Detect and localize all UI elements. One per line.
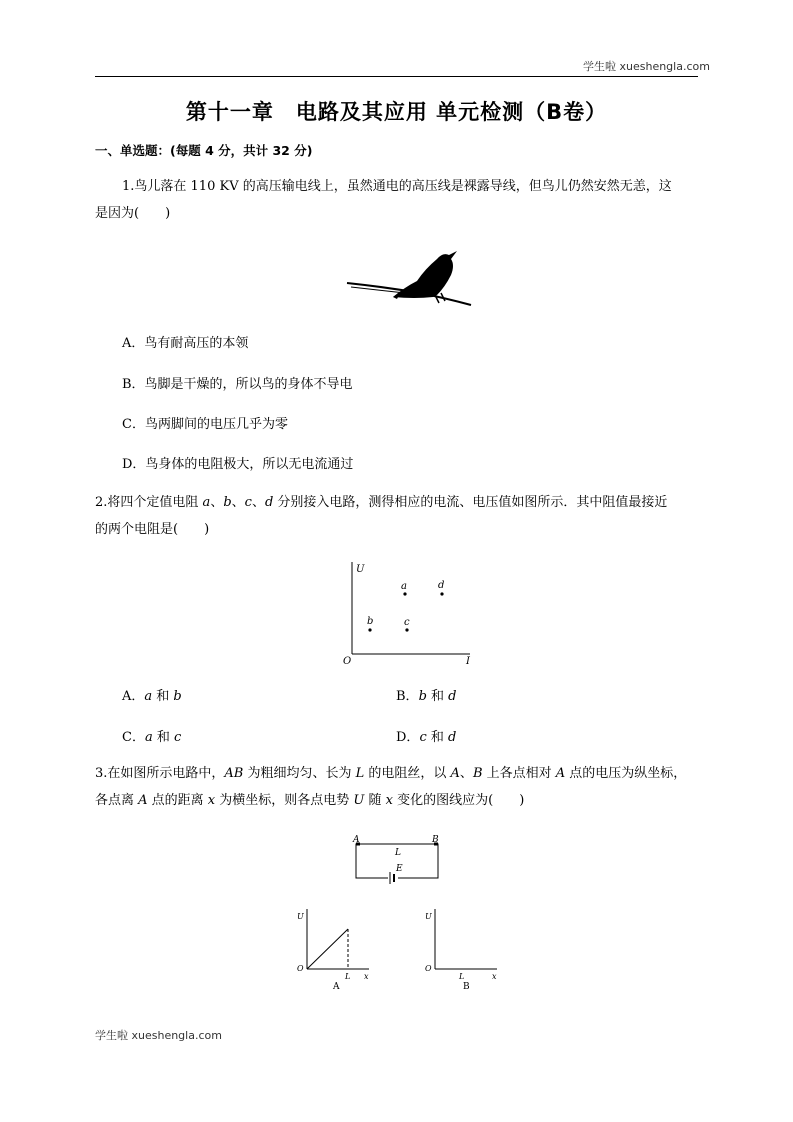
q2-line1: 2.将四个定值电阻 a、b、c、d 分别接入电路，测得相应的电流、电压值如图所示．其中阻值最接近: [95, 495, 668, 510]
q1-option-a: A．鸟有耐高压的本领: [122, 336, 249, 351]
q2-graph-y-label: U: [356, 564, 365, 575]
footer-site: 学生啦 xueshengla.com: [95, 1029, 222, 1042]
q1-option-c: C．鸟两脚间的电压几乎为零: [122, 417, 288, 432]
q3-line1: 3.在如图所示电路中，AB 为粗细均匀、长为 L 的电阻丝，以 A、B 上各点相对 A 点的电压为纵坐标，: [95, 766, 687, 781]
q2-option-c: C．a 和 c: [122, 730, 182, 745]
q2-point-d: [440, 592, 443, 595]
q2-point-d-label: d: [438, 580, 445, 591]
q2-point-c-label: c: [404, 617, 410, 628]
q3-graph-a: [294, 905, 374, 995]
q3-circuit-label-b: B: [432, 835, 439, 845]
q2-ui-graph: [340, 560, 480, 670]
section-heading: 一、单选题：(每题 4 分，共计 32 分): [95, 143, 313, 158]
q1-line2: 是因为( ): [95, 206, 171, 221]
q3-graph-a-caption: A: [333, 982, 340, 992]
q2-line2: 的两个电阻是( ): [95, 522, 210, 537]
q2-graph-x-label: I: [466, 656, 470, 667]
q3-graph-b-tick: L: [459, 972, 465, 981]
q2-option-b: B．b 和 d: [396, 689, 457, 704]
q3-circuit-label-a: A: [353, 835, 360, 845]
bird-on-wire-image: [345, 247, 475, 307]
header-rule: [95, 76, 698, 77]
q3-graph-b-origin: O: [425, 964, 432, 973]
q3-graph-b: [422, 905, 502, 995]
q3-graph-b-y-label: U: [425, 912, 432, 921]
q3-line2: 各点离 A 点的距离 x 为横坐标，则各点电势 U 随 x 变化的图线应为( ): [95, 793, 525, 808]
header-site: 学生啦 xueshengla.com: [583, 60, 710, 73]
q3-graph-b-caption: B: [463, 982, 470, 992]
q2-point-b-label: b: [367, 616, 374, 627]
q2-point-a: [403, 592, 406, 595]
q3-graph-a-y-label: U: [297, 912, 304, 921]
q3-graph-a-origin: O: [297, 964, 304, 973]
q3-graph-a-tick: L: [345, 972, 351, 981]
page-title: 第十一章 电路及其应用 单元检测（B卷）: [185, 100, 608, 124]
q2-point-a-label: a: [401, 581, 407, 592]
q3-circuit-label-e: E: [396, 864, 403, 874]
q2-option-a: A．a 和 b: [122, 689, 182, 704]
q2-graph-origin: O: [343, 656, 352, 667]
q1-line1: 1.鸟儿落在 110 KV 的高压输电线上，虽然通电的高压线是裸露导线，但鸟儿仍然安然无恙，这: [122, 179, 672, 194]
q1-option-d: D．鸟身体的电阻极大，所以无电流通过: [122, 457, 354, 472]
q3-circuit-label-l: L: [395, 848, 401, 858]
q3-graph-a-x-label: x: [364, 972, 369, 981]
q3-circuit-diagram: [350, 834, 445, 884]
q1-option-b: B．鸟脚是干燥的，所以鸟的身体不导电: [122, 377, 353, 392]
q3-graph-b-x-label: x: [492, 972, 497, 981]
q2-point-b: [368, 628, 371, 631]
q2-option-d: D．c 和 d: [396, 730, 457, 745]
q2-point-c: [405, 628, 408, 631]
